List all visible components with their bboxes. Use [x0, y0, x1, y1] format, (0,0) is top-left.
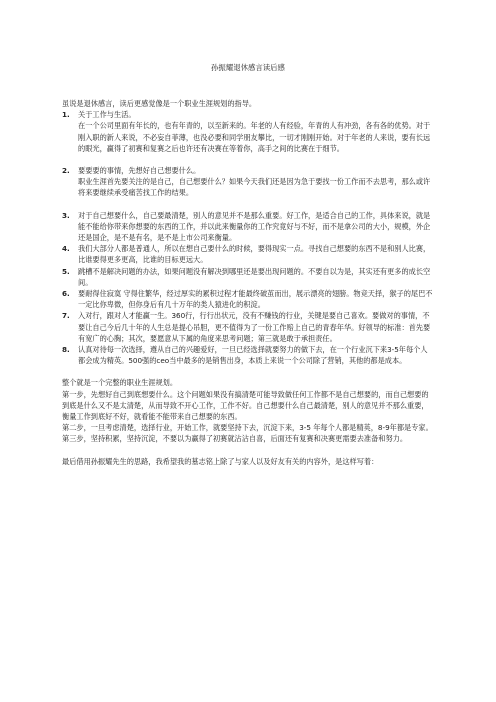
summary-heading: 整个就是一个完整的职业生涯规划。: [62, 378, 178, 388]
summary-step-3: 第三步，坚持积累，坚持沉淀，不要以为赢得了初赛就沾沾自喜，后面还有复赛和决赛更需要去准备和努力。: [62, 434, 408, 444]
item-text: 要耐得住寂寞 守得住繁华，经过厚实的累积过程才能最终破茧而出，展示漂亮的翅膀。物竞天择，猴子的尾巴不一定比你卑微，但你身后有几十万年的类人猿进化的积淀。: [78, 289, 433, 310]
item-number: 7.: [62, 311, 70, 321]
item-text: 入对行，跟对人才能赢一生。360行，行行出状元，没有不赚钱的行业，关键是要自己喜欢。要做对的事情，不要让自己今后几十年的人生总是提心吊胆，更不值得为了一份工作赔上自己的青春年华。好领导的标准：首先要有宽广的心胸；其次，要愿意从下属的角度来思考问题；第三就是敢于承担责任。: [78, 311, 431, 343]
item-text: 我们大部分人都是普通人，所以在想自己要什么的时候，要得现实一点。寻找自己想要的东西不是和别人比赛，比谁要得更多更高，比谁的目标更远大。: [78, 244, 431, 265]
summary-section: [62, 377, 434, 444]
points-list: [62, 109, 434, 366]
page-title: 孙振耀退休感言读后感: [211, 63, 285, 72]
list-item: [62, 310, 434, 344]
list-item: [62, 288, 434, 310]
item-text: 跳槽不是解决问题的办法，如果问题没有解决到哪里还是要出现问题的。不要自以为是，其实还有更多的成长空间。: [78, 266, 431, 287]
item-lead: 关于工作与生活。: [78, 110, 136, 120]
item-number: 6.: [62, 289, 70, 299]
item-text: 职业生涯首先要关注的是自己，自己想要什么？如果今天我们还是因为急于要找一份工作而不去思考，那么或许将来要继续承受痛苦找工作的结果。: [78, 177, 431, 198]
item-number: 4.: [62, 244, 70, 254]
item-number: 2.: [62, 166, 70, 176]
item-number: 1.: [62, 110, 70, 120]
item-number: 8.: [62, 345, 70, 355]
item-number: 5.: [62, 266, 70, 276]
summary-step-2: 第二步，一旦考虑清楚，选择行业，开始工作，就要坚持下去，沉淀下来，3-5 年每个人都是精英，8-9年都是专家。: [62, 423, 433, 433]
list-item: [62, 165, 434, 199]
list-item: [62, 210, 434, 244]
closing-paragraph: 最后借用孙振耀先生的思路，我希望我的墓志铭上除了与家人以及好友有关的内容外，是这样写着：: [62, 456, 379, 466]
document-body: [62, 98, 434, 467]
item-lead: 要要要的事情，先想好自己想要什么。: [78, 166, 201, 176]
item-number: 3.: [62, 210, 70, 220]
item-text: 认真对待每一次选择，遵从自己的兴趣爱好，一旦已经选择就要努力的做下去，在一个行业沉下来3-5年每个人都会成为精英。500强的ceo当中最多的是销售出身，本质上来说一个公司除了营销，其他的都是成本。: [78, 345, 428, 366]
item-text: 在一个公司里面有年长的，也有年青的，以至新来的。年老的人有经验，年青的人有冲劲，各有各的优势。对于刚入职的新人来说，不必妄自菲薄，也没必要和同学朋友攀比，一切才刚刚开始。对于年老的人来说，要有长远的眼光，赢得了初赛和复赛之后也许还有决赛在等着你，高手之间的比赛在于细节。: [78, 121, 431, 153]
intro-paragraph: 虽说是退休感言，读后更感觉像是一个职业生涯规划的指导。: [62, 99, 257, 108]
list-item: [62, 109, 434, 154]
item-text: 对于自己想要什么，自己要最清楚，别人的意见并不是那么重要。好工作，是适合自己的工作，具体来说，就是能不能给你带来你想要的东西的工作，并以此来衡量你的工作究竟好与不好，而不是拿公司的大小，规模，外企还是国企，是不是有名，是不是上市公司来衡量。: [78, 210, 431, 243]
list-item: [62, 243, 434, 265]
summary-step-1: 第一步，先想好自己到底想要什么。这个问题如果没有搞清楚可能导致做任何工作都不是自己想要的，而自己想要的到底是什么又不是太清楚，从而导致不开心工作，工作不好。自己想要什么自己最清楚，别人的意见并不那么重要，衡量工作到底好不好，就看能不能带来自己想要的东西。: [62, 389, 429, 422]
list-item: [62, 266, 434, 288]
list-item: [62, 344, 434, 366]
